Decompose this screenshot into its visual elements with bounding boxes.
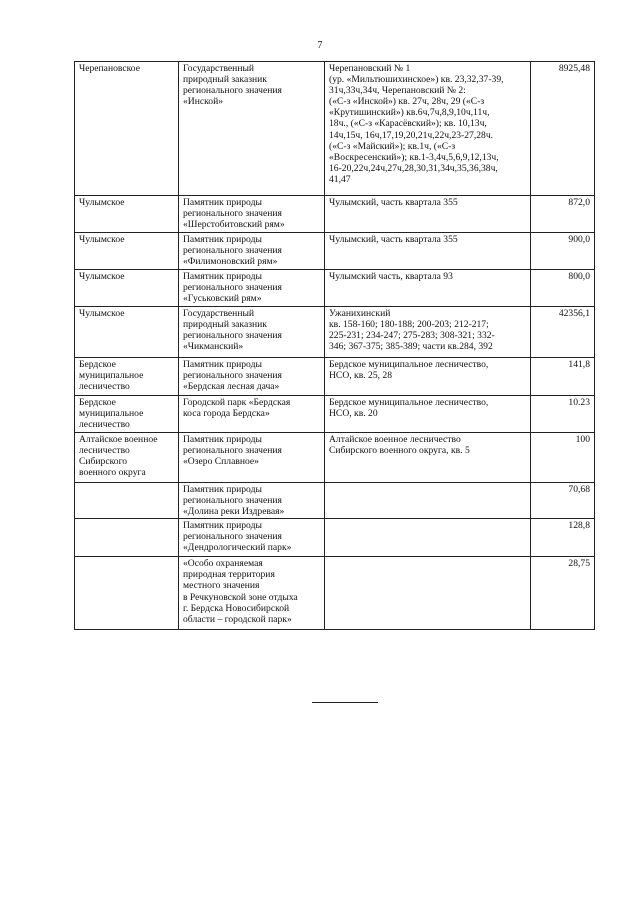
location-cell <box>325 557 531 630</box>
table-row <box>75 519 595 557</box>
area-cell: 800,0 <box>531 270 595 307</box>
district-cell <box>75 557 179 630</box>
name-cell: Памятник природы регионального значения «Дендрологический парк» <box>179 519 325 557</box>
table-row <box>75 62 595 196</box>
table-row <box>75 270 595 307</box>
page-number: 7 <box>317 40 323 51</box>
name-cell: Городской парк «Бердская коса города Бердска» <box>179 396 325 433</box>
name-cell: «Особо охраняемая природная территория местного значения в Речкуновской зоне отдыха г. Бердска Новосибирской области – городской парк» <box>179 557 325 630</box>
table-row <box>75 483 595 519</box>
area-cell: 900,0 <box>531 233 595 270</box>
table-row <box>75 196 595 233</box>
table-row <box>75 557 595 630</box>
location-cell <box>325 483 531 519</box>
area-cell: 10.23 <box>531 396 595 433</box>
district-cell: Чулымское <box>75 307 179 358</box>
location-cell <box>325 519 531 557</box>
area-cell: 100 <box>531 433 595 483</box>
district-cell <box>75 483 179 519</box>
district-cell: Чулымское <box>75 196 179 233</box>
end-divider <box>312 702 378 703</box>
name-cell: Памятник природы регионального значения «Озеро Сплавное» <box>179 433 325 483</box>
name-cell: Памятник природы регионального значения «Долина реки Издревая» <box>179 483 325 519</box>
name-cell: Памятник природы регионального значения «Гуськовский рям» <box>179 270 325 307</box>
location-cell: Ужанихинский кв. 158-160; 180-188; 200-203; 212-217; 225-231; 234-247; 275-283; 308-321; 332- 346; 367-375; 385-389; части кв.284, 392 <box>325 307 531 358</box>
district-cell: Черепановское <box>75 62 179 196</box>
table-row <box>75 396 595 433</box>
name-cell: Государственный природный заказник регионального значения «Инской» <box>179 62 325 196</box>
table-row <box>75 233 595 270</box>
area-cell: 28,75 <box>531 557 595 630</box>
area-cell: 872,0 <box>531 196 595 233</box>
location-cell: Чулымский часть, квартала 93 <box>325 270 531 307</box>
location-cell: Чулымский, часть квартала 355 <box>325 233 531 270</box>
table-row <box>75 307 595 358</box>
district-cell: Бердское муниципальное лесничество <box>75 396 179 433</box>
district-cell: Бердское муниципальное лесничество <box>75 358 179 396</box>
location-cell: Бердское муниципальное лесничество, НСО, кв. 25, 28 <box>325 358 531 396</box>
name-cell: Памятник природы регионального значения «Филимоновский рям» <box>179 233 325 270</box>
district-cell: Чулымское <box>75 270 179 307</box>
district-cell: Алтайское военное лесничество Сибирского военного округа <box>75 433 179 483</box>
table-row <box>75 433 595 483</box>
area-cell: 70,68 <box>531 483 595 519</box>
district-cell: Чулымское <box>75 233 179 270</box>
district-cell <box>75 519 179 557</box>
area-cell: 42356,1 <box>531 307 595 358</box>
name-cell: Памятник природы регионального значения «Шерстобитовский рям» <box>179 196 325 233</box>
name-cell: Государственный природный заказник регионального значения «Чикманский» <box>179 307 325 358</box>
table-row <box>75 358 595 396</box>
location-cell: Бердское муниципальное лесничество, НСО, кв. 20 <box>325 396 531 433</box>
area-cell: 128,8 <box>531 519 595 557</box>
location-cell: Чулымский, часть квартала 355 <box>325 196 531 233</box>
name-cell: Памятник природы регионального значения «Бердская лесная дача» <box>179 358 325 396</box>
protected-areas-table <box>74 61 595 630</box>
location-cell: Черепановский № 1 (ур. «Мильтюшихинское») кв. 23,32,37-39, 31ч,33ч,34ч, Черепановский № 2: («С-з «Инской») кв. 27ч, 28ч, 29 («С-з «Крутишинский») кв.6ч,7ч,8,9,10ч,11ч, 18ч., («С-з «Карасёвский»); кв. 10,13ч, 14ч,15ч, 16ч,17,19,20,21ч,22ч,23-27,28ч. («С-з «Майский»); кв.1ч, («С-з «Воскресенский»); кв.1-3,4ч,5,6,9,12,13ч, 16-20,22ч,24ч,27ч,28,30,31,34ч,35,36,38ч, 41,47 <box>325 62 531 196</box>
location-cell: Алтайское военное лесничество Сибирского военного округа, кв. 5 <box>325 433 531 483</box>
area-cell: 141,8 <box>531 358 595 396</box>
area-cell: 8925,48 <box>531 62 595 196</box>
